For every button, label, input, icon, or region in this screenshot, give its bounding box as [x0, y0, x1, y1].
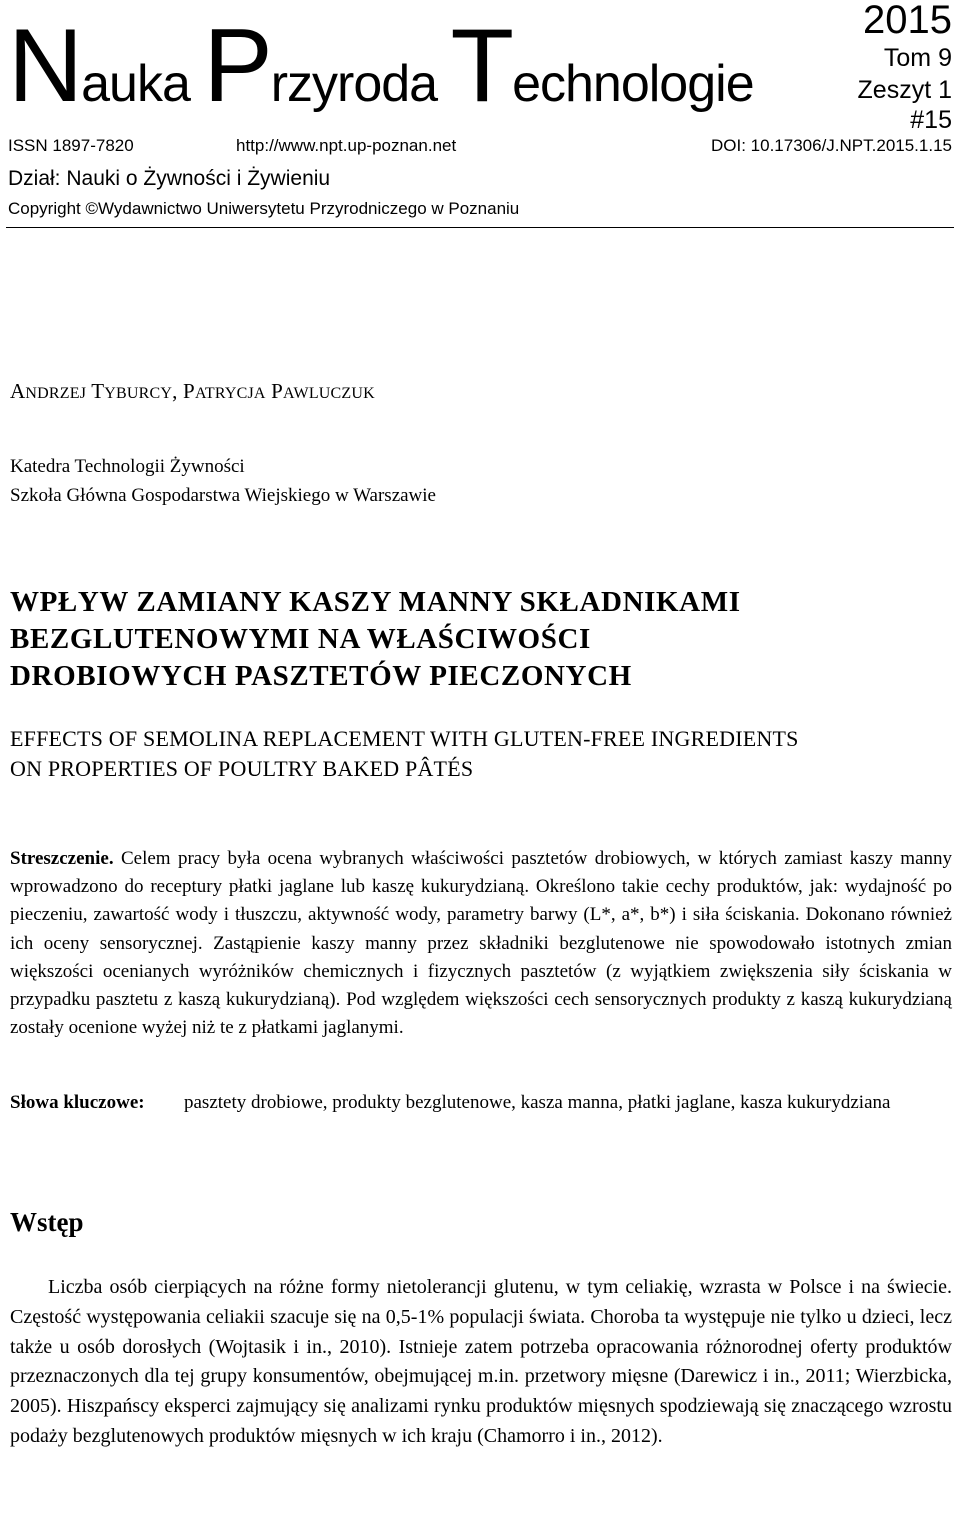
- author2-last-initial: P: [271, 379, 284, 403]
- article-title-pl-line: BEZGLUTENOWYMI NA WŁAŚCIWOŚCI: [10, 623, 591, 655]
- journal-title-initial-t: T: [450, 8, 513, 124]
- abstract-label: Streszczenie.: [10, 848, 114, 869]
- journal-title-word-nauka: auka: [81, 55, 204, 113]
- abstract-text: Celem pracy była ocena wybranych właściwości pasztetów drobiowych, w których zamiast kaszy manny wprowadzono do receptury płatki jaglane lub kaszę kukurydzianą. Określono takie cechy produktów, jak: wydajność po pieczeniu, zawartość wody i tłuszczu, aktywność wody, parametry barwy (L*, a*, b*) i siła ściskania. Dokonano również ich oceny sensorycznej. Zastąpienie kaszy manny przez składniki bezglutenowe nie spowodowało istotnych zmian większości ocenianych wyróżników chemicznych i fizycznych pasztetów (z wyjątkiem zwiększenia siły ściskania w przypadku pasztetu z kaszą kukurydzianą). Pod względem większości cech sensorycznych produkty z kaszą kukurydzianą zostały ocenione wyżej niż te z płatkami jaglanymi.: [10, 848, 952, 1039]
- author1-last-initial: T: [91, 379, 105, 403]
- article-title-en-line: ON PROPERTIES OF POULTRY BAKED PÂTÉS: [10, 756, 474, 781]
- article-title-en-line: EFFECTS OF SEMOLINA REPLACEMENT WITH GLUTEN-FREE INGREDIENTS: [10, 726, 799, 751]
- article-title-pl-line: WPŁYW ZAMIANY KASZY MANNY SKŁADNIKAMI: [10, 586, 741, 618]
- header-divider: [6, 227, 954, 228]
- copyright: [8, 200, 519, 217]
- copyright-symbol: ©: [85, 199, 99, 218]
- journal-issue: Zeszyt 1: [857, 76, 952, 104]
- copyright-holder: Wydawnictwo Uniwersytetu Przyrodniczego w Poznaniu: [98, 199, 520, 218]
- author-separator: ,: [172, 379, 184, 403]
- affiliation-university: Szkoła Główna Gospodarstwa Wiejskiego w Warszawie: [10, 485, 436, 506]
- author1-last-rest: YBURCY: [104, 385, 173, 402]
- journal-volume: Tom 9: [883, 44, 952, 72]
- article-title-pl: [10, 584, 741, 695]
- author1-first-rest: NDRZEJ: [25, 385, 87, 402]
- keywords-text: pasztety drobiowe, produkty bezglutenowe, kasza manna, płatki jaglane, kasza kukurydziana: [184, 1092, 891, 1113]
- author1-first-initial: A: [10, 379, 26, 403]
- article-number: #15: [910, 106, 952, 134]
- keywords: [10, 1089, 952, 1118]
- journal-url-link[interactable]: http://www.npt.up-poznan.net: [236, 136, 457, 155]
- copyright-prefix: Copyright: [8, 199, 86, 218]
- journal-title: [8, 8, 754, 124]
- journal-title-word-przyroda: rzyroda: [270, 55, 451, 113]
- article-title-en: [10, 724, 799, 784]
- author2-last-rest: AWLUCZUK: [283, 385, 375, 402]
- affiliation-department: Katedra Technologii Żywności: [10, 456, 245, 477]
- journal-title-initial-n: N: [8, 8, 82, 124]
- affiliation: [10, 452, 436, 510]
- article-title-pl-line: DROBIOWYCH PASZTETÓW PIECZONYCH: [10, 660, 632, 692]
- journal-title-word-technologie: echnologie: [512, 55, 754, 113]
- authors: [10, 379, 375, 404]
- issn: ISSN 1897-7820: [8, 136, 134, 155]
- journal-title-initial-p: P: [203, 8, 271, 124]
- abstract: [10, 845, 952, 1042]
- section-heading-introduction: Wstęp: [10, 1207, 84, 1237]
- author2-first-initial: P: [183, 379, 195, 403]
- introduction-paragraph: Liczba osób cierpiących na różne formy nietolerancji glutenu, w tym celiakię, wzrasta w Polsce i na świecie. Częstość występowania celiakii szacuje się na 0,5-1% populacji świata. Choroba ta występuje nie tylko u dzieci, lecz także u osób dorosłych (Wojtasik i in., 2010). Istnieje zatem potrzeba opracowania różnorodnej oferty produktów przeznaczonych dla tej grupy konsumentów, obejmującej m.in. przetwory mięsne (Darewicz i in., 2011; Wierzbicka, 2005). Hiszpańscy eksperci zajmujący się analizami rynku produktów mięsnych spodziewają się znaczącego wzrostu podaży bezglutenowych produktów mięsnych w ich kraju (Chamorro i in., 2012).: [10, 1276, 952, 1447]
- journal-year: 2015: [863, 0, 952, 42]
- journal-section: Dział: Nauki o Żywności i Żywieniu: [8, 167, 331, 190]
- doi: DOI: 10.17306/J.NPT.2015.1.15: [711, 136, 952, 155]
- keywords-label: Słowa kluczowe:: [10, 1092, 145, 1113]
- author2-first-rest: ATRYCJA: [194, 385, 266, 402]
